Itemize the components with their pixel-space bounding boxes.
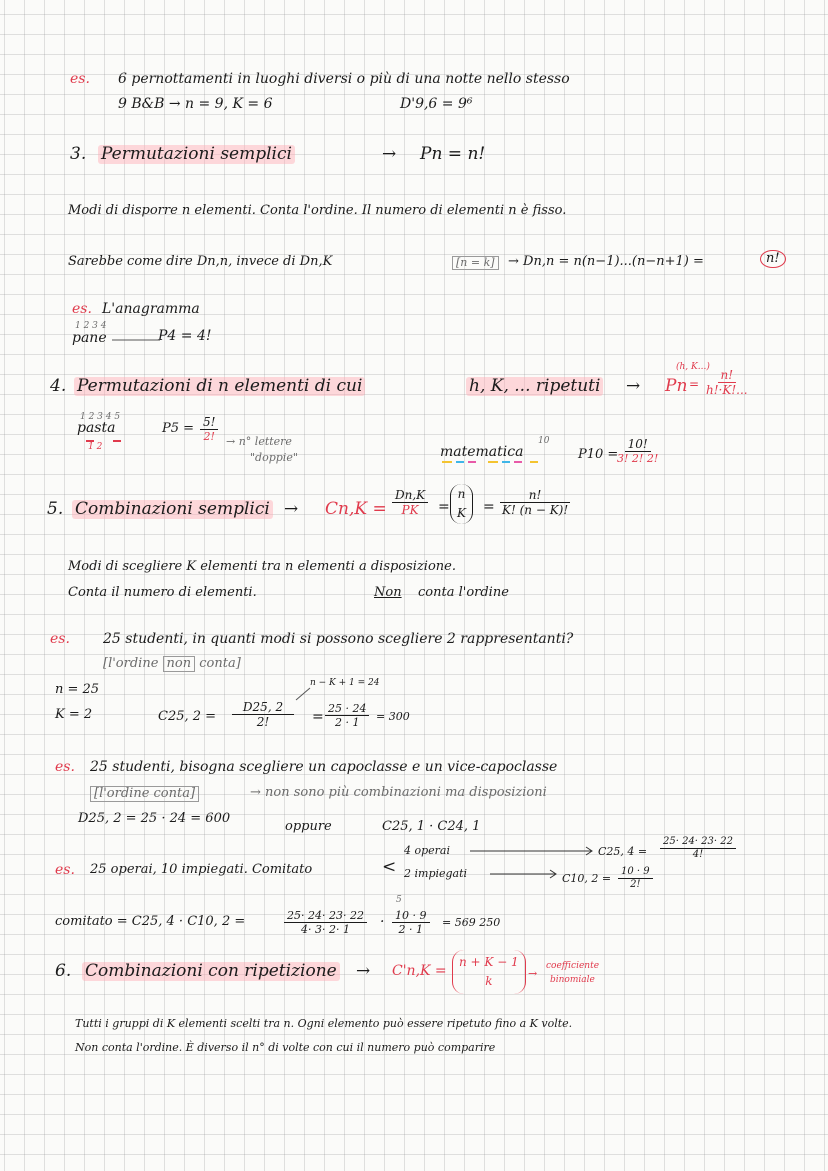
example-formula: D'9,6 = 9⁶ bbox=[400, 96, 473, 112]
equals: = bbox=[438, 499, 450, 515]
arrow: → bbox=[626, 376, 641, 396]
definition-non: Non bbox=[374, 585, 402, 600]
example-formula: P4 = 4! bbox=[158, 328, 212, 344]
section-number: 6. bbox=[55, 961, 72, 981]
example-bracket: [l'ordine non conta] bbox=[103, 656, 241, 671]
section-title: Permutazioni di n elementi di cui bbox=[74, 377, 365, 396]
definition-2: Conta il numero di elementi. bbox=[68, 585, 257, 600]
alt-formula: C25, 1 · C24, 1 bbox=[382, 819, 481, 834]
arrow: → bbox=[382, 144, 397, 164]
equals: = bbox=[483, 499, 495, 515]
section-title: Combinazioni semplici bbox=[72, 500, 273, 519]
arrow: → bbox=[284, 499, 299, 519]
note: n − K + 1 = 24 bbox=[310, 678, 380, 688]
note-arrow: → n° lettere bbox=[226, 435, 292, 448]
example-label: es. bbox=[50, 631, 70, 647]
binomial: n + K − 1 k bbox=[452, 950, 526, 994]
definition: Tutti i gruppi di K elementi scelti tra n. Ogni elemento può essere ripetuto fino a K volte. bbox=[75, 1017, 573, 1030]
result-fraction: $\frac{25 \cdot 24}{2 \cdot 1}$ bbox=[325, 702, 369, 729]
example-label: es. bbox=[72, 301, 92, 317]
k-value: K = 2 bbox=[55, 707, 93, 722]
equals: = bbox=[312, 709, 324, 725]
simplification-mark: 5 bbox=[396, 895, 402, 905]
definition-2: Non conta l'ordine. È diverso il n° di volte con cui il numero può comparire bbox=[75, 1041, 496, 1054]
c-label: C25, 2 = bbox=[158, 709, 217, 724]
example-word: pane bbox=[72, 330, 107, 346]
branch-2: 2 impiegati bbox=[404, 867, 468, 880]
branch-bracket: < bbox=[382, 857, 397, 877]
c254-fraction: $\frac{25\cdot 24\cdot 23\cdot 22}{4!}$ bbox=[660, 836, 736, 861]
p5-fraction: $\frac{5!}{2!}$ bbox=[200, 415, 218, 444]
definition: Modi di scegliere K elementi tra n elementi a disposizione. bbox=[68, 559, 456, 574]
example-text: 25 studenti, in quanti modi si possono scegliere 2 rappresentanti? bbox=[103, 631, 574, 647]
c102-label: C10, 2 = bbox=[562, 872, 612, 885]
p10-sup: 10 bbox=[538, 436, 550, 446]
section-number: 5. bbox=[47, 499, 64, 519]
example-note: → non sono più combinazioni ma disposizioni bbox=[250, 785, 547, 800]
section-formula-fraction: = n! h!·K!... bbox=[689, 368, 748, 398]
p10-label: P10 = bbox=[578, 447, 619, 462]
branch-1: 4 operai bbox=[404, 844, 451, 857]
factorial-fraction: $\frac{n!}{K! (n - K)!}$ bbox=[502, 488, 569, 518]
comitato-fraction-2: $\frac{10 \cdot 9}{2 \cdot 1}$ bbox=[392, 909, 430, 936]
example-label: es. bbox=[55, 862, 75, 878]
coefficient-label-1: coefficiente bbox=[546, 961, 600, 971]
p5-label: P5 = bbox=[162, 421, 195, 436]
comitato-fraction-1: $\frac{25\cdot 24\cdot 23\cdot 22}{4\cdot 3\cdot 2\cdot 1}$ bbox=[284, 909, 367, 936]
index-digits: 1 2 3 4 5 bbox=[80, 412, 121, 422]
example-bracket: [l'ordine conta] bbox=[90, 786, 199, 802]
c-fraction: $\frac{D25, 2}{2!}$ bbox=[232, 700, 294, 730]
example-label: es. bbox=[70, 71, 90, 87]
section-number: 3. bbox=[70, 144, 87, 164]
binomial: n K bbox=[450, 484, 473, 524]
example-label: es. bbox=[55, 759, 75, 775]
note-result: n! bbox=[760, 250, 786, 268]
example-word: pasta bbox=[77, 420, 116, 436]
example-data: 9 B&B → n = 9, K = 6 bbox=[118, 96, 273, 112]
note-text: Sarebbe come dire Dn,n, invece di Dn,K bbox=[68, 254, 333, 269]
section-formula-c: Cn,K = bbox=[325, 499, 387, 519]
arrow: → bbox=[356, 961, 371, 981]
section-formula: Pn = n! bbox=[420, 144, 486, 164]
section-number: 4. bbox=[50, 376, 67, 396]
section-title-repeated: h, K, ... ripetuti bbox=[466, 377, 603, 396]
comitato-formula: comitato = C25, 4 · C10, 2 = bbox=[55, 914, 246, 929]
oppure: oppure bbox=[285, 819, 332, 834]
section-formula-p: Pn bbox=[665, 376, 688, 396]
dot: · bbox=[380, 914, 385, 930]
n-value: n = 25 bbox=[55, 682, 100, 697]
double-letter-marks: 1 2 bbox=[88, 442, 103, 452]
coefficient-label-2: binomiale bbox=[550, 975, 595, 985]
example-word-2: matematica bbox=[440, 444, 524, 460]
comitato-result: = 569 250 bbox=[442, 916, 501, 929]
section-title: Permutazioni semplici bbox=[98, 145, 295, 164]
note-doppie: "doppie" bbox=[250, 451, 298, 464]
note-formula: → Dn,n = n(n−1)...(n−n+1) = bbox=[508, 254, 704, 269]
definition: Modi di disporre n elementi. Conta l'ordine. Il numero di elementi n è fisso. bbox=[68, 203, 567, 218]
arrow-2: → bbox=[528, 967, 538, 980]
example-text: L'anagramma bbox=[102, 301, 200, 317]
index-digits: 1 2 3 4 bbox=[75, 321, 107, 331]
c254-label: C25, 4 = bbox=[598, 845, 648, 858]
p10-fraction: $\frac{10!}{3! 2! 2!}$ bbox=[617, 437, 659, 466]
c102-fraction: $\frac{10 \cdot 9}{2!}$ bbox=[618, 866, 653, 891]
example-text: 6 pernottamenti in luoghi diversi o più di una notte nello stesso bbox=[118, 71, 570, 87]
d-formula: D25, 2 = 25 · 24 = 600 bbox=[78, 811, 231, 826]
section-formula-sup: (h, K...) bbox=[676, 362, 710, 372]
result: = 300 bbox=[376, 710, 410, 723]
section-title: Combinazioni con ripetizione bbox=[82, 962, 340, 981]
section-formula-fraction: $\frac{Dn,K}{PK}$ bbox=[392, 488, 428, 518]
example-text: 25 studenti, bisogna scegliere un capoclasse e un vice-capoclasse bbox=[90, 759, 558, 775]
note-condition: [n = k] bbox=[452, 256, 499, 270]
definition-2-end: conta l'ordine bbox=[418, 585, 509, 600]
section-formula-c: C'n,K = bbox=[392, 963, 447, 979]
example-text: 25 operai, 10 impiegati. Comitato bbox=[90, 862, 313, 877]
